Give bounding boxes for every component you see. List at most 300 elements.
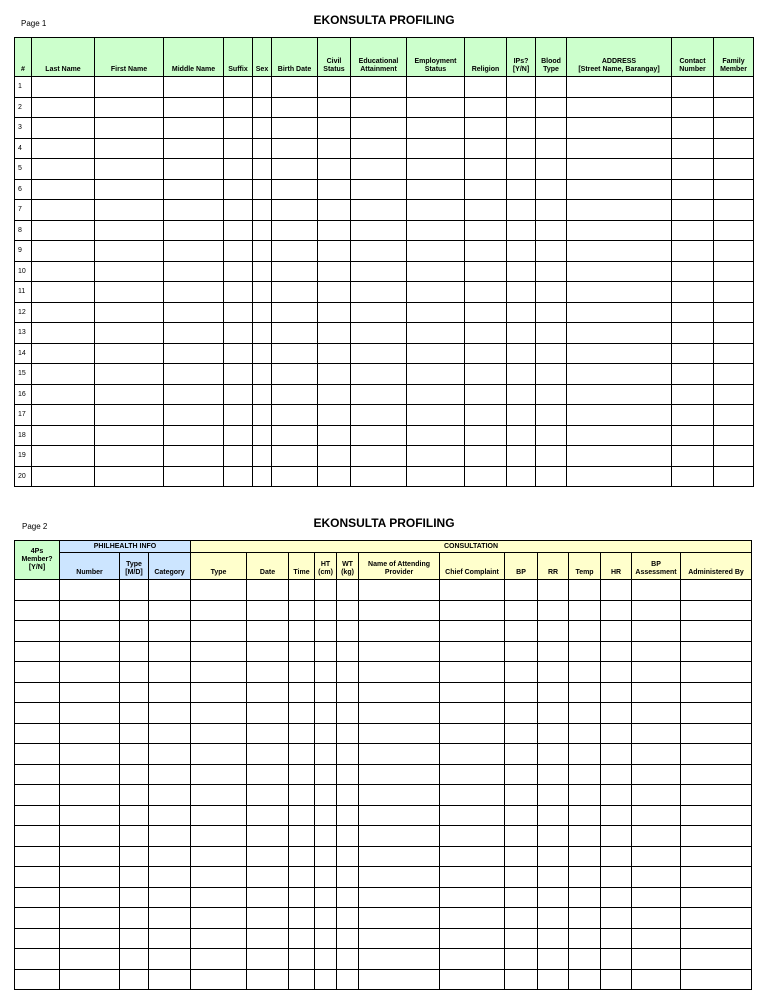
table-cell[interactable] xyxy=(536,200,567,221)
table-cell[interactable] xyxy=(351,343,407,364)
table-cell[interactable] xyxy=(315,641,337,662)
table-cell[interactable] xyxy=(95,241,164,262)
table-cell[interactable] xyxy=(95,159,164,180)
table-cell[interactable] xyxy=(253,405,272,426)
table-cell[interactable] xyxy=(318,138,351,159)
table-cell[interactable] xyxy=(351,323,407,344)
table-cell[interactable] xyxy=(149,703,191,724)
table-cell[interactable] xyxy=(318,97,351,118)
table-cell[interactable] xyxy=(407,179,465,200)
table-cell[interactable] xyxy=(318,220,351,241)
table-cell[interactable] xyxy=(15,682,60,703)
table-cell[interactable] xyxy=(672,425,714,446)
table-cell[interactable] xyxy=(505,744,538,765)
table-cell[interactable] xyxy=(569,908,601,929)
table-cell[interactable] xyxy=(247,723,289,744)
table-cell[interactable] xyxy=(672,220,714,241)
table-cell[interactable] xyxy=(149,867,191,888)
table-cell[interactable] xyxy=(95,446,164,467)
table-cell[interactable] xyxy=(407,323,465,344)
table-cell[interactable] xyxy=(407,77,465,98)
table-cell[interactable] xyxy=(247,744,289,765)
table-cell[interactable] xyxy=(569,600,601,621)
table-cell[interactable] xyxy=(714,200,754,221)
table-cell[interactable] xyxy=(149,600,191,621)
table-cell[interactable] xyxy=(95,118,164,139)
table-cell[interactable] xyxy=(440,641,505,662)
table-cell[interactable] xyxy=(567,200,672,221)
table-cell[interactable] xyxy=(337,621,359,642)
table-cell[interactable] xyxy=(505,641,538,662)
table-cell[interactable] xyxy=(15,785,60,806)
table-cell[interactable] xyxy=(359,867,440,888)
table-cell[interactable] xyxy=(632,949,681,970)
table-cell[interactable] xyxy=(191,703,247,724)
table-cell[interactable] xyxy=(538,641,569,662)
table-cell[interactable] xyxy=(289,764,315,785)
table-cell[interactable] xyxy=(359,805,440,826)
table-cell[interactable] xyxy=(507,77,536,98)
table-cell[interactable] xyxy=(224,282,253,303)
table-cell[interactable] xyxy=(536,466,567,487)
table-cell[interactable] xyxy=(337,580,359,601)
table-cell[interactable] xyxy=(32,138,95,159)
table-cell[interactable] xyxy=(191,826,247,847)
table-cell[interactable] xyxy=(60,846,120,867)
table-cell[interactable] xyxy=(247,928,289,949)
table-cell[interactable] xyxy=(359,744,440,765)
table-cell[interactable] xyxy=(149,662,191,683)
table-cell[interactable] xyxy=(272,261,318,282)
table-cell[interactable] xyxy=(253,97,272,118)
table-cell[interactable] xyxy=(32,97,95,118)
table-cell[interactable] xyxy=(318,425,351,446)
table-cell[interactable] xyxy=(567,77,672,98)
table-cell[interactable] xyxy=(15,949,60,970)
table-cell[interactable] xyxy=(120,928,149,949)
table-cell[interactable] xyxy=(120,785,149,806)
table-cell[interactable] xyxy=(164,384,224,405)
table-cell[interactable] xyxy=(601,580,632,601)
table-cell[interactable] xyxy=(224,466,253,487)
table-cell[interactable] xyxy=(191,887,247,908)
table-cell[interactable] xyxy=(505,662,538,683)
table-cell[interactable] xyxy=(601,723,632,744)
table-cell[interactable] xyxy=(337,641,359,662)
table-cell[interactable] xyxy=(149,826,191,847)
table-cell[interactable] xyxy=(407,405,465,426)
table-cell[interactable] xyxy=(359,723,440,744)
table-cell[interactable] xyxy=(337,949,359,970)
table-cell[interactable] xyxy=(224,405,253,426)
table-cell[interactable] xyxy=(60,969,120,990)
table-cell[interactable] xyxy=(247,826,289,847)
table-cell[interactable] xyxy=(465,77,507,98)
table-cell[interactable] xyxy=(247,703,289,724)
table-cell[interactable] xyxy=(538,764,569,785)
table-cell[interactable] xyxy=(164,466,224,487)
table-cell[interactable] xyxy=(253,364,272,385)
table-cell[interactable] xyxy=(224,97,253,118)
table-cell[interactable] xyxy=(601,744,632,765)
table-cell[interactable] xyxy=(359,949,440,970)
table-cell[interactable] xyxy=(601,826,632,847)
table-cell[interactable] xyxy=(337,969,359,990)
table-cell[interactable] xyxy=(164,302,224,323)
table-cell[interactable] xyxy=(32,466,95,487)
table-cell[interactable] xyxy=(272,200,318,221)
table-cell[interactable] xyxy=(272,425,318,446)
table-cell[interactable] xyxy=(465,241,507,262)
table-cell[interactable] xyxy=(60,908,120,929)
table-cell[interactable] xyxy=(60,703,120,724)
table-cell[interactable] xyxy=(538,703,569,724)
table-cell[interactable] xyxy=(32,343,95,364)
table-cell[interactable] xyxy=(351,364,407,385)
table-cell[interactable] xyxy=(601,928,632,949)
table-cell[interactable] xyxy=(318,241,351,262)
table-cell[interactable] xyxy=(272,384,318,405)
table-cell[interactable] xyxy=(315,662,337,683)
table-cell[interactable] xyxy=(15,969,60,990)
table-cell[interactable] xyxy=(224,323,253,344)
table-cell[interactable] xyxy=(224,302,253,323)
table-cell[interactable] xyxy=(538,826,569,847)
table-cell[interactable] xyxy=(359,908,440,929)
table-cell[interactable] xyxy=(681,703,752,724)
table-cell[interactable] xyxy=(191,785,247,806)
table-cell[interactable] xyxy=(149,969,191,990)
table-cell[interactable] xyxy=(318,323,351,344)
table-cell[interactable] xyxy=(289,641,315,662)
table-cell[interactable] xyxy=(164,118,224,139)
table-cell[interactable] xyxy=(32,159,95,180)
table-cell[interactable] xyxy=(359,600,440,621)
table-cell[interactable] xyxy=(569,846,601,867)
table-cell[interactable] xyxy=(601,785,632,806)
table-cell[interactable] xyxy=(315,723,337,744)
table-cell[interactable] xyxy=(681,744,752,765)
table-cell[interactable] xyxy=(351,200,407,221)
table-cell[interactable] xyxy=(536,261,567,282)
table-cell[interactable] xyxy=(714,118,754,139)
table-cell[interactable] xyxy=(407,343,465,364)
table-cell[interactable] xyxy=(253,323,272,344)
table-cell[interactable] xyxy=(407,97,465,118)
table-cell[interactable] xyxy=(337,846,359,867)
table-cell[interactable] xyxy=(440,969,505,990)
table-cell[interactable] xyxy=(505,723,538,744)
table-cell[interactable] xyxy=(714,466,754,487)
table-cell[interactable] xyxy=(714,179,754,200)
table-cell[interactable] xyxy=(407,138,465,159)
table-cell[interactable] xyxy=(672,282,714,303)
table-cell[interactable] xyxy=(337,908,359,929)
table-cell[interactable] xyxy=(120,662,149,683)
table-cell[interactable] xyxy=(15,600,60,621)
table-cell[interactable] xyxy=(714,384,754,405)
table-cell[interactable] xyxy=(164,364,224,385)
table-cell[interactable] xyxy=(164,159,224,180)
table-cell[interactable] xyxy=(440,682,505,703)
table-cell[interactable] xyxy=(359,682,440,703)
table-cell[interactable] xyxy=(191,662,247,683)
table-cell[interactable] xyxy=(95,425,164,446)
table-cell[interactable] xyxy=(507,323,536,344)
table-cell[interactable] xyxy=(247,785,289,806)
table-cell[interactable] xyxy=(337,764,359,785)
table-cell[interactable] xyxy=(505,949,538,970)
table-cell[interactable] xyxy=(351,302,407,323)
table-cell[interactable] xyxy=(672,405,714,426)
table-cell[interactable] xyxy=(440,949,505,970)
table-cell[interactable] xyxy=(247,908,289,929)
table-cell[interactable] xyxy=(224,343,253,364)
table-cell[interactable] xyxy=(337,703,359,724)
table-cell[interactable] xyxy=(440,600,505,621)
table-cell[interactable] xyxy=(681,826,752,847)
table-cell[interactable] xyxy=(567,446,672,467)
table-cell[interactable] xyxy=(247,600,289,621)
table-cell[interactable] xyxy=(60,600,120,621)
table-cell[interactable] xyxy=(681,641,752,662)
table-cell[interactable] xyxy=(253,425,272,446)
table-cell[interactable] xyxy=(120,969,149,990)
table-cell[interactable] xyxy=(505,887,538,908)
table-cell[interactable] xyxy=(15,764,60,785)
table-cell[interactable] xyxy=(149,949,191,970)
table-cell[interactable] xyxy=(224,118,253,139)
table-cell[interactable] xyxy=(149,580,191,601)
table-cell[interactable] xyxy=(714,261,754,282)
table-cell[interactable] xyxy=(536,179,567,200)
table-cell[interactable] xyxy=(505,805,538,826)
table-cell[interactable] xyxy=(632,805,681,826)
table-cell[interactable] xyxy=(60,641,120,662)
table-cell[interactable] xyxy=(681,969,752,990)
table-cell[interactable] xyxy=(681,908,752,929)
table-cell[interactable] xyxy=(247,621,289,642)
table-cell[interactable] xyxy=(567,405,672,426)
table-cell[interactable] xyxy=(95,220,164,241)
table-cell[interactable] xyxy=(318,200,351,221)
table-cell[interactable] xyxy=(407,241,465,262)
table-cell[interactable] xyxy=(672,364,714,385)
table-cell[interactable] xyxy=(672,200,714,221)
table-cell[interactable] xyxy=(681,867,752,888)
table-cell[interactable] xyxy=(407,261,465,282)
table-cell[interactable] xyxy=(15,703,60,724)
table-cell[interactable] xyxy=(247,867,289,888)
table-cell[interactable] xyxy=(538,744,569,765)
table-cell[interactable] xyxy=(569,805,601,826)
table-cell[interactable] xyxy=(567,282,672,303)
table-cell[interactable] xyxy=(289,744,315,765)
table-cell[interactable] xyxy=(95,384,164,405)
table-cell[interactable] xyxy=(672,97,714,118)
table-cell[interactable] xyxy=(440,580,505,601)
table-cell[interactable] xyxy=(632,600,681,621)
table-cell[interactable] xyxy=(632,682,681,703)
table-cell[interactable] xyxy=(315,805,337,826)
table-cell[interactable] xyxy=(32,241,95,262)
table-cell[interactable] xyxy=(567,261,672,282)
table-cell[interactable] xyxy=(567,384,672,405)
table-cell[interactable] xyxy=(60,744,120,765)
table-cell[interactable] xyxy=(32,282,95,303)
table-cell[interactable] xyxy=(569,867,601,888)
table-cell[interactable] xyxy=(538,969,569,990)
table-cell[interactable] xyxy=(359,826,440,847)
table-cell[interactable] xyxy=(289,580,315,601)
table-cell[interactable] xyxy=(318,179,351,200)
table-cell[interactable] xyxy=(672,241,714,262)
table-cell[interactable] xyxy=(191,682,247,703)
table-cell[interactable] xyxy=(253,138,272,159)
table-cell[interactable] xyxy=(318,446,351,467)
table-cell[interactable] xyxy=(272,220,318,241)
table-cell[interactable] xyxy=(440,621,505,642)
table-cell[interactable] xyxy=(15,805,60,826)
table-cell[interactable] xyxy=(359,887,440,908)
table-cell[interactable] xyxy=(289,949,315,970)
table-cell[interactable] xyxy=(538,846,569,867)
table-cell[interactable] xyxy=(120,805,149,826)
table-cell[interactable] xyxy=(95,261,164,282)
table-cell[interactable] xyxy=(440,764,505,785)
table-cell[interactable] xyxy=(567,179,672,200)
table-cell[interactable] xyxy=(407,384,465,405)
table-cell[interactable] xyxy=(536,302,567,323)
table-cell[interactable] xyxy=(505,969,538,990)
table-cell[interactable] xyxy=(440,846,505,867)
table-cell[interactable] xyxy=(95,97,164,118)
table-cell[interactable] xyxy=(569,723,601,744)
table-cell[interactable] xyxy=(224,200,253,221)
table-cell[interactable] xyxy=(247,969,289,990)
table-cell[interactable] xyxy=(672,118,714,139)
table-cell[interactable] xyxy=(191,723,247,744)
table-cell[interactable] xyxy=(15,908,60,929)
table-cell[interactable] xyxy=(465,282,507,303)
table-cell[interactable] xyxy=(289,867,315,888)
table-cell[interactable] xyxy=(601,682,632,703)
table-cell[interactable] xyxy=(567,241,672,262)
table-cell[interactable] xyxy=(164,200,224,221)
table-cell[interactable] xyxy=(536,384,567,405)
table-cell[interactable] xyxy=(359,580,440,601)
table-cell[interactable] xyxy=(632,969,681,990)
table-cell[interactable] xyxy=(253,261,272,282)
table-cell[interactable] xyxy=(632,662,681,683)
table-cell[interactable] xyxy=(601,887,632,908)
table-cell[interactable] xyxy=(149,723,191,744)
table-cell[interactable] xyxy=(253,77,272,98)
table-cell[interactable] xyxy=(315,682,337,703)
table-cell[interactable] xyxy=(224,425,253,446)
table-cell[interactable] xyxy=(337,600,359,621)
table-cell[interactable] xyxy=(465,302,507,323)
table-cell[interactable] xyxy=(465,159,507,180)
table-cell[interactable] xyxy=(224,384,253,405)
table-cell[interactable] xyxy=(164,179,224,200)
table-cell[interactable] xyxy=(351,241,407,262)
table-cell[interactable] xyxy=(315,764,337,785)
table-cell[interactable] xyxy=(272,446,318,467)
table-cell[interactable] xyxy=(507,425,536,446)
table-cell[interactable] xyxy=(351,159,407,180)
table-cell[interactable] xyxy=(337,887,359,908)
table-cell[interactable] xyxy=(60,826,120,847)
table-cell[interactable] xyxy=(60,949,120,970)
table-cell[interactable] xyxy=(32,118,95,139)
table-cell[interactable] xyxy=(505,580,538,601)
table-cell[interactable] xyxy=(714,364,754,385)
table-cell[interactable] xyxy=(15,846,60,867)
table-cell[interactable] xyxy=(359,785,440,806)
table-cell[interactable] xyxy=(714,302,754,323)
table-cell[interactable] xyxy=(272,466,318,487)
table-cell[interactable] xyxy=(315,928,337,949)
table-cell[interactable] xyxy=(536,97,567,118)
table-cell[interactable] xyxy=(289,703,315,724)
table-cell[interactable] xyxy=(318,77,351,98)
table-cell[interactable] xyxy=(95,466,164,487)
table-cell[interactable] xyxy=(465,179,507,200)
table-cell[interactable] xyxy=(289,908,315,929)
table-cell[interactable] xyxy=(507,466,536,487)
table-cell[interactable] xyxy=(337,928,359,949)
table-cell[interactable] xyxy=(507,97,536,118)
table-cell[interactable] xyxy=(95,179,164,200)
table-cell[interactable] xyxy=(632,744,681,765)
table-cell[interactable] xyxy=(536,77,567,98)
table-cell[interactable] xyxy=(407,118,465,139)
table-cell[interactable] xyxy=(601,764,632,785)
table-cell[interactable] xyxy=(536,425,567,446)
table-cell[interactable] xyxy=(149,846,191,867)
table-cell[interactable] xyxy=(164,220,224,241)
table-cell[interactable] xyxy=(120,764,149,785)
table-cell[interactable] xyxy=(120,744,149,765)
table-cell[interactable] xyxy=(15,887,60,908)
table-cell[interactable] xyxy=(440,785,505,806)
table-cell[interactable] xyxy=(191,600,247,621)
table-cell[interactable] xyxy=(714,241,754,262)
table-cell[interactable] xyxy=(253,200,272,221)
table-cell[interactable] xyxy=(507,261,536,282)
table-cell[interactable] xyxy=(315,785,337,806)
table-cell[interactable] xyxy=(714,77,754,98)
table-cell[interactable] xyxy=(505,908,538,929)
table-cell[interactable] xyxy=(359,928,440,949)
table-cell[interactable] xyxy=(318,405,351,426)
table-cell[interactable] xyxy=(351,466,407,487)
table-cell[interactable] xyxy=(191,764,247,785)
table-cell[interactable] xyxy=(567,302,672,323)
table-cell[interactable] xyxy=(538,949,569,970)
table-cell[interactable] xyxy=(315,908,337,929)
table-cell[interactable] xyxy=(359,764,440,785)
table-cell[interactable] xyxy=(440,867,505,888)
table-cell[interactable] xyxy=(407,159,465,180)
table-cell[interactable] xyxy=(289,682,315,703)
table-cell[interactable] xyxy=(681,580,752,601)
table-cell[interactable] xyxy=(465,405,507,426)
table-cell[interactable] xyxy=(714,97,754,118)
table-cell[interactable] xyxy=(672,384,714,405)
table-cell[interactable] xyxy=(672,159,714,180)
